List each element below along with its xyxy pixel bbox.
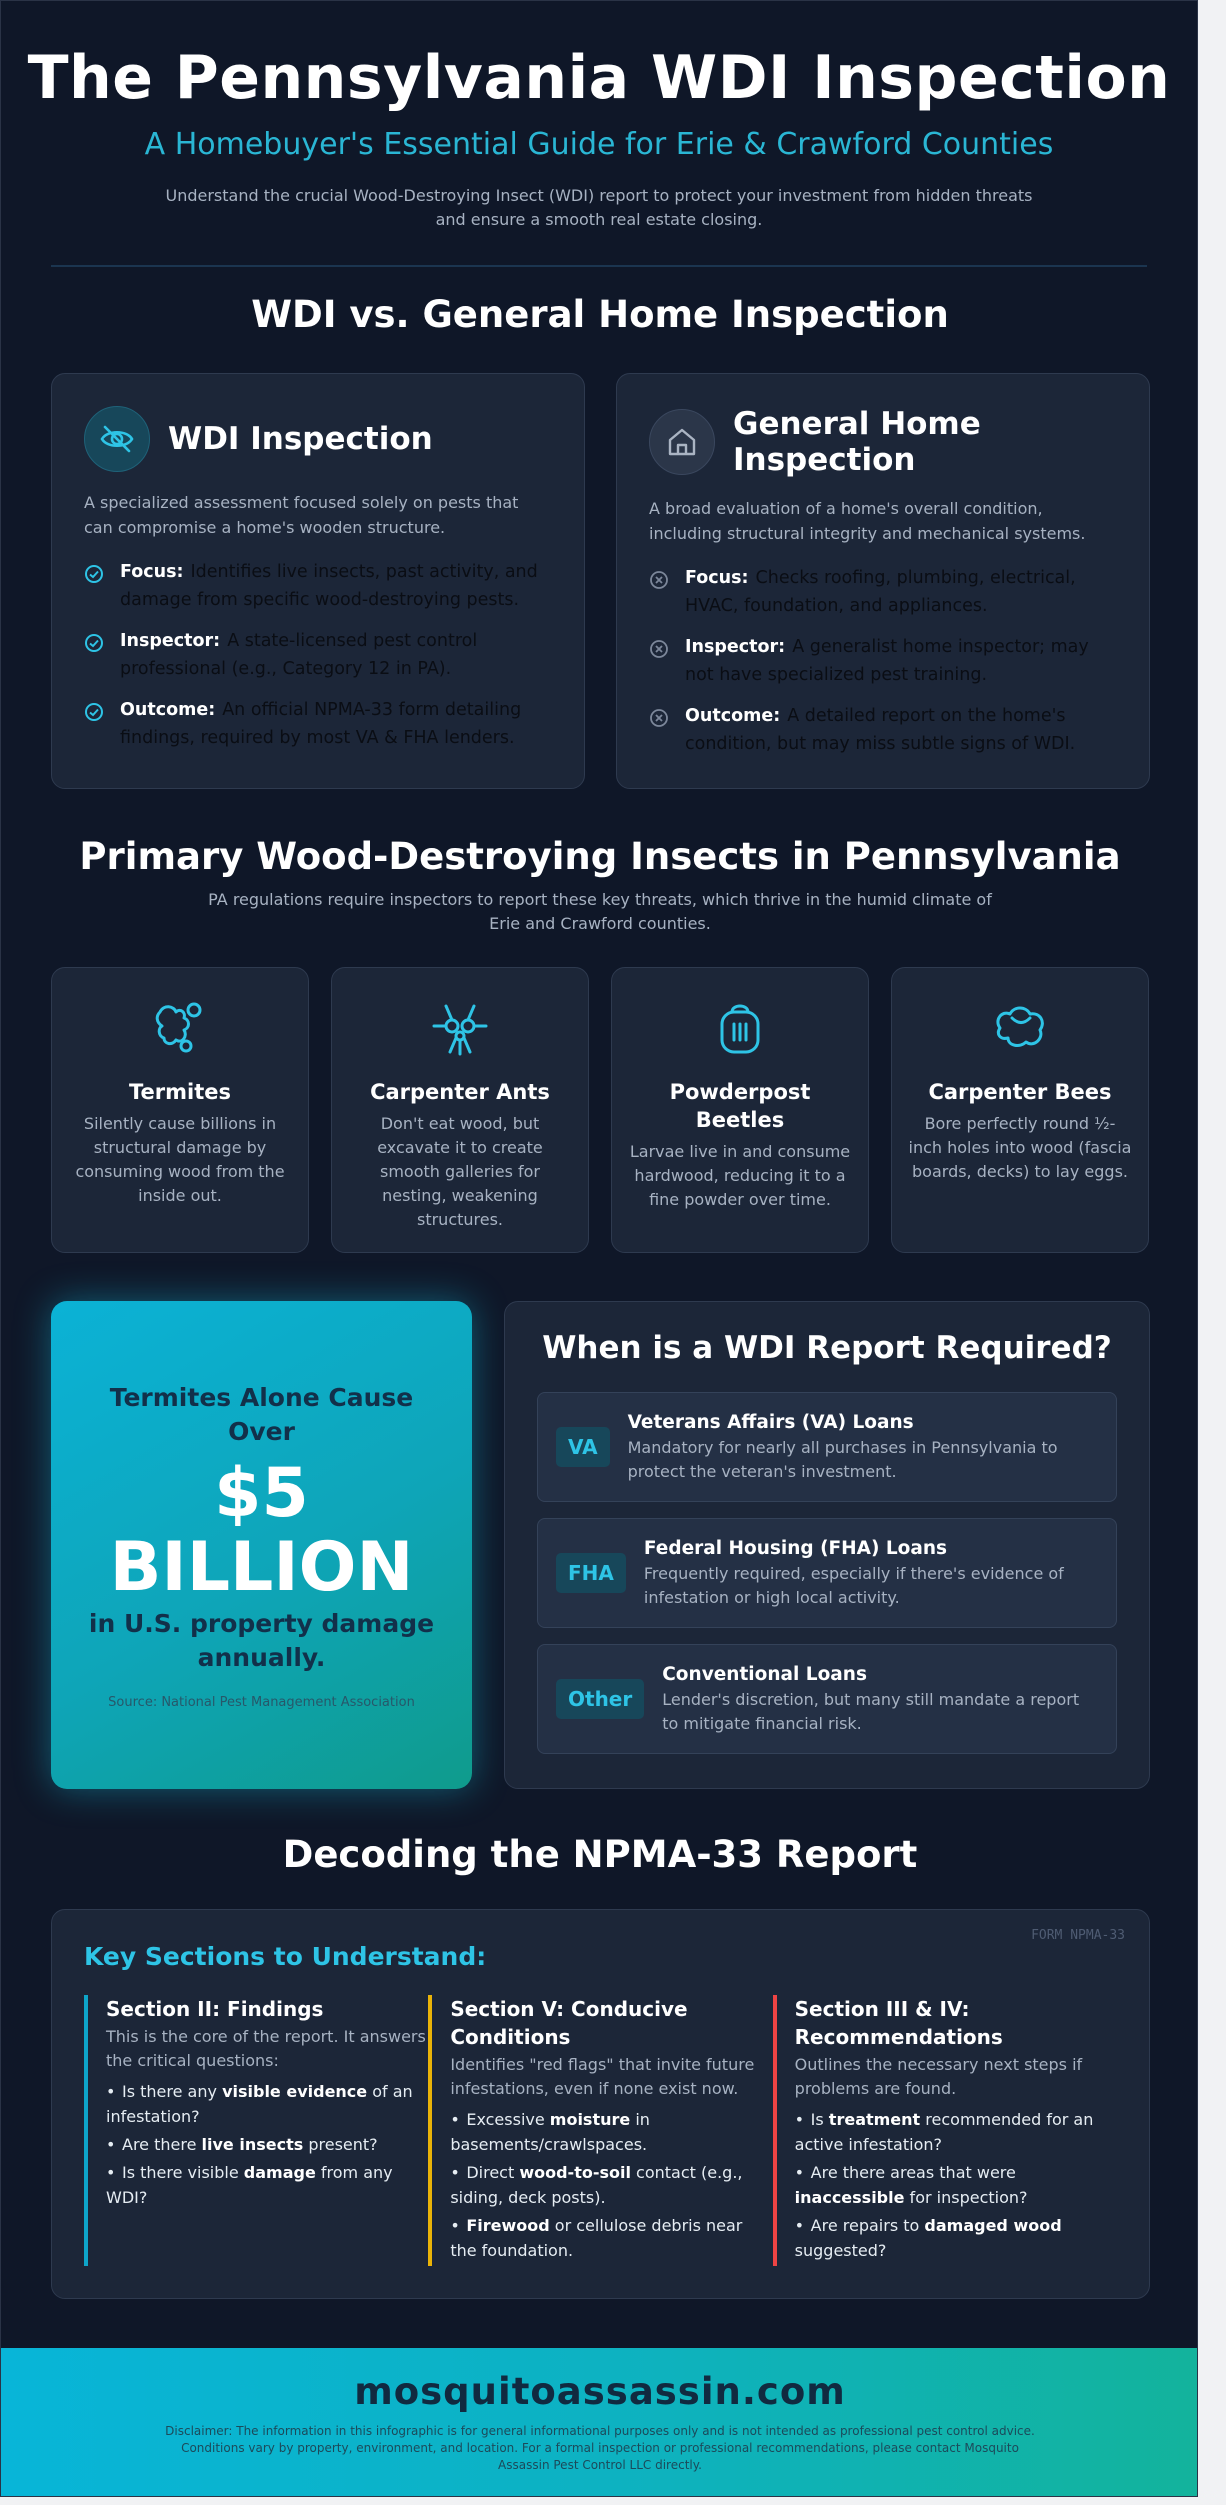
bullet-emphasis: wood-to-soil — [519, 2163, 631, 2182]
loan-title: Federal Housing (FHA) Loans — [643, 1538, 948, 1559]
stat-tail: in U.S. property damage annually. — [88, 1609, 435, 1672]
bullet-icon: • — [106, 2135, 116, 2154]
general-feature-list — [649, 564, 1117, 758]
loan-item-other — [537, 1644, 1117, 1754]
bullet-icon: • — [450, 2110, 460, 2129]
termite-icon — [68, 996, 292, 1060]
stat-source: Source: National Pest Management Association — [108, 1695, 415, 1710]
bullet-icon: • — [794, 2216, 805, 2235]
bullet-emphasis: visible evidence — [222, 2082, 368, 2101]
bullet-text: Direct — [466, 2163, 520, 2182]
bullet-icon: • — [794, 2163, 805, 2182]
bullet-icon: • — [450, 2163, 460, 2182]
wdi-card-description: A specialized assessment focused solely on pests that can compromise a home's wooden structure. — [84, 493, 519, 537]
loan-text: Lender's discretion, but many still mandate a report to mitigate financial risk. — [662, 1690, 1080, 1733]
bullet-text: suggested? — [794, 2241, 887, 2260]
list-item — [795, 2160, 1117, 2210]
check-circle-icon — [84, 627, 120, 683]
comparison-title: WDI vs. General Home Inspection — [251, 293, 949, 336]
insect-name: Carpenter Bees — [928, 1080, 1112, 1104]
bullet-text: Are there — [122, 2135, 202, 2154]
eye-search-icon — [84, 406, 150, 472]
bullet-text: of an infestation? — [106, 2082, 413, 2126]
bullet-icon: • — [106, 2082, 116, 2101]
bee-icon — [908, 996, 1132, 1060]
section-description: This is the core of the report. It answers the critical questions: — [106, 2027, 426, 2070]
loan-badge: VA — [556, 1427, 610, 1467]
npma-section-column — [773, 1995, 1117, 2266]
hero-section — [1, 1, 1197, 232]
insect-name: Powderpost Beetles — [669, 1080, 811, 1132]
section-description: Outlines the necessary next steps if problems are found. — [794, 2055, 1083, 2098]
insect-description: Don't eat wood, but excavate it to create smooth galleries for nesting, weakening structures. — [377, 1114, 543, 1229]
section-bullets — [450, 2107, 772, 2263]
bullet-text: Are there areas that were — [810, 2163, 1016, 2182]
list-item — [84, 558, 552, 614]
bullet-text: Is there any — [122, 2082, 223, 2101]
disclaimer: Disclaimer: The information in this infographic is for general informational purposes only and is not intended as professional pest control advice. Conditions vary by property, environment, and location. For a formal inspection or professional recommendations, please contact Mosquito Assassin Pest Control LLC directly. — [165, 2424, 1035, 2472]
list-item — [84, 627, 552, 683]
item-label: Focus: — [120, 562, 184, 582]
item-text: A state-licensed pest control professional (e.g., Category 12 in PA). — [120, 631, 478, 679]
stat-lead: Termites Alone Cause Over — [109, 1383, 414, 1446]
item-text: Checks roofing, plumbing, electrical, HVAC, foundation, and appliances. — [685, 568, 1076, 616]
section-title: Section V: Conducive Conditions — [450, 1997, 688, 2049]
page-subtitle: A Homebuyer's Essential Guide for Erie & Crawford Counties — [144, 127, 1054, 162]
section-bullets — [106, 2079, 428, 2210]
list-item — [106, 2160, 428, 2210]
x-circle-icon — [649, 633, 685, 689]
bullet-emphasis: treatment — [828, 2110, 921, 2129]
list-item — [450, 2213, 772, 2263]
item-label: Focus: — [685, 568, 749, 588]
list-item — [450, 2160, 772, 2210]
bullet-text: in basements/crawlspaces. — [450, 2110, 650, 2154]
loan-badge: Other — [556, 1679, 644, 1719]
list-item — [649, 564, 1117, 620]
list-item — [106, 2132, 428, 2157]
npma-heading: Key Sections to Understand: — [84, 1942, 487, 1971]
list-item — [649, 633, 1117, 689]
footer — [1, 2348, 1198, 2497]
insect-card-termites — [51, 967, 309, 1253]
form-label: FORM NPMA-33 — [1031, 1928, 1125, 1943]
wdi-feature-list — [84, 558, 552, 752]
item-text: A detailed report on the home's condition, but may miss subtle signs of WDI. — [685, 706, 1076, 754]
bullet-emphasis: live insects — [201, 2135, 304, 2154]
loan-text: Mandatory for nearly all purchases in Pennsylvania to protect the veteran's investment. — [627, 1438, 1058, 1481]
general-card-description: A broad evaluation of a home's overall condition, including structural integrity and mechanical systems. — [649, 499, 1086, 543]
npma-sections — [84, 1995, 1117, 2266]
insect-card-carpenter-ants — [331, 967, 589, 1253]
general-card-title: General Home Inspection — [733, 406, 981, 478]
loan-text: Frequently required, especially if there's evidence of infestation or high local activity. — [643, 1564, 1064, 1607]
general-inspection-card — [616, 373, 1150, 789]
list-item — [450, 2107, 772, 2157]
npma-title: Decoding the NPMA-33 Report — [282, 1833, 918, 1876]
stat-value: $5 BILLION — [109, 1454, 414, 1607]
bullet-text: for inspection? — [904, 2188, 1028, 2207]
requirements-title: When is a WDI Report Required? — [542, 1330, 1112, 1366]
insect-description: Larvae live in and consume hardwood, reducing it to a fine powder over time. — [629, 1142, 851, 1209]
bullet-emphasis: damaged wood — [924, 2216, 1062, 2235]
ant-icon — [348, 996, 572, 1060]
item-text: An official NPMA-33 form detailing findings, required by most VA & FHA lenders. — [120, 700, 522, 748]
x-circle-icon — [649, 564, 685, 620]
bullet-emphasis: damage — [243, 2163, 316, 2182]
bullet-emphasis: moisture — [549, 2110, 631, 2129]
insect-name: Carpenter Ants — [370, 1080, 550, 1104]
section-title: Section II: Findings — [106, 1997, 324, 2021]
page-title: The Pennsylvania WDI Inspection — [27, 43, 1171, 113]
intro-text: Understand the crucial Wood-Destroying Insect (WDI) report to protect your investment from hidden threats and ensure a smooth real estate closing. — [165, 186, 1033, 229]
wdi-card-title: WDI Inspection — [168, 421, 433, 457]
list-item — [649, 702, 1117, 758]
npma-section-column — [428, 1995, 772, 2266]
brand-link[interactable]: mosquitoassassin.com — [354, 2370, 846, 2413]
item-text: A generalist home inspector; may not have specialized pest training. — [685, 637, 1089, 685]
insects-title: Primary Wood-Destroying Insects in Pennsylvania — [79, 835, 1121, 878]
section-title: Section III & IV: Recommendations — [794, 1997, 1003, 2049]
house-icon — [649, 409, 715, 475]
loan-title: Veterans Affairs (VA) Loans — [627, 1412, 914, 1433]
section-bullets — [795, 2107, 1117, 2263]
bullet-text: present? — [303, 2135, 378, 2154]
loan-title: Conventional Loans — [662, 1664, 867, 1685]
report-required-card — [504, 1301, 1150, 1789]
loan-item-va — [537, 1392, 1117, 1502]
insects-subtitle: PA regulations require inspectors to report these key threats, which thrive in the humid climate of Erie and Crawford counties. — [208, 890, 992, 933]
item-label: Inspector: — [120, 631, 221, 651]
bullet-emphasis: Firewood — [466, 2216, 550, 2235]
check-circle-icon — [84, 696, 120, 752]
check-circle-icon — [84, 558, 120, 614]
loan-badge: FHA — [556, 1553, 626, 1593]
bullet-text: or cellulose debris near the foundation. — [450, 2216, 743, 2260]
bullet-icon: • — [106, 2163, 116, 2182]
list-item — [795, 2107, 1117, 2157]
bullet-text: Are repairs to — [810, 2216, 925, 2235]
npma-report-card — [51, 1909, 1150, 2299]
insect-description: Bore perfectly round ½-inch holes into wood (fascia boards, decks) to lay eggs. — [908, 1114, 1132, 1181]
item-label: Outcome: — [120, 700, 216, 720]
damage-stat-card — [51, 1301, 472, 1789]
divider — [51, 265, 1147, 267]
npma-section-column — [84, 1995, 428, 2266]
bullet-emphasis: inaccessible — [794, 2188, 905, 2207]
section-description: Identifies "red flags" that invite future infestations, even if none exist now. — [450, 2055, 755, 2098]
insect-card-powderpost-beetles — [611, 967, 869, 1253]
bullet-icon: • — [450, 2216, 460, 2235]
bullet-text: recommended for an active infestation? — [794, 2110, 1094, 2154]
loan-item-fha — [537, 1518, 1117, 1628]
bullet-icon: • — [794, 2110, 805, 2129]
beetle-icon — [628, 996, 852, 1060]
item-label: Inspector: — [685, 637, 786, 657]
list-item — [84, 696, 552, 752]
list-item — [106, 2079, 428, 2129]
insect-name: Termites — [129, 1080, 231, 1104]
bullet-text: Is — [810, 2110, 829, 2129]
insect-card-carpenter-bees — [891, 967, 1149, 1253]
list-item — [795, 2213, 1117, 2263]
item-text: Identifies live insects, past activity, and damage from specific wood-destroying pests. — [120, 562, 538, 610]
wdi-inspection-card — [51, 373, 585, 789]
bullet-text: Is there visible — [122, 2163, 244, 2182]
x-circle-icon — [649, 702, 685, 758]
item-label: Outcome: — [685, 706, 781, 726]
insect-description: Silently cause billions in structural damage by consuming wood from the inside out. — [75, 1114, 285, 1205]
insects-header — [1, 835, 1198, 936]
bullet-text: contact (e.g., siding, deck posts). — [450, 2163, 743, 2207]
bullet-text: Excessive — [466, 2110, 550, 2129]
bullet-text: from any WDI? — [106, 2163, 393, 2207]
